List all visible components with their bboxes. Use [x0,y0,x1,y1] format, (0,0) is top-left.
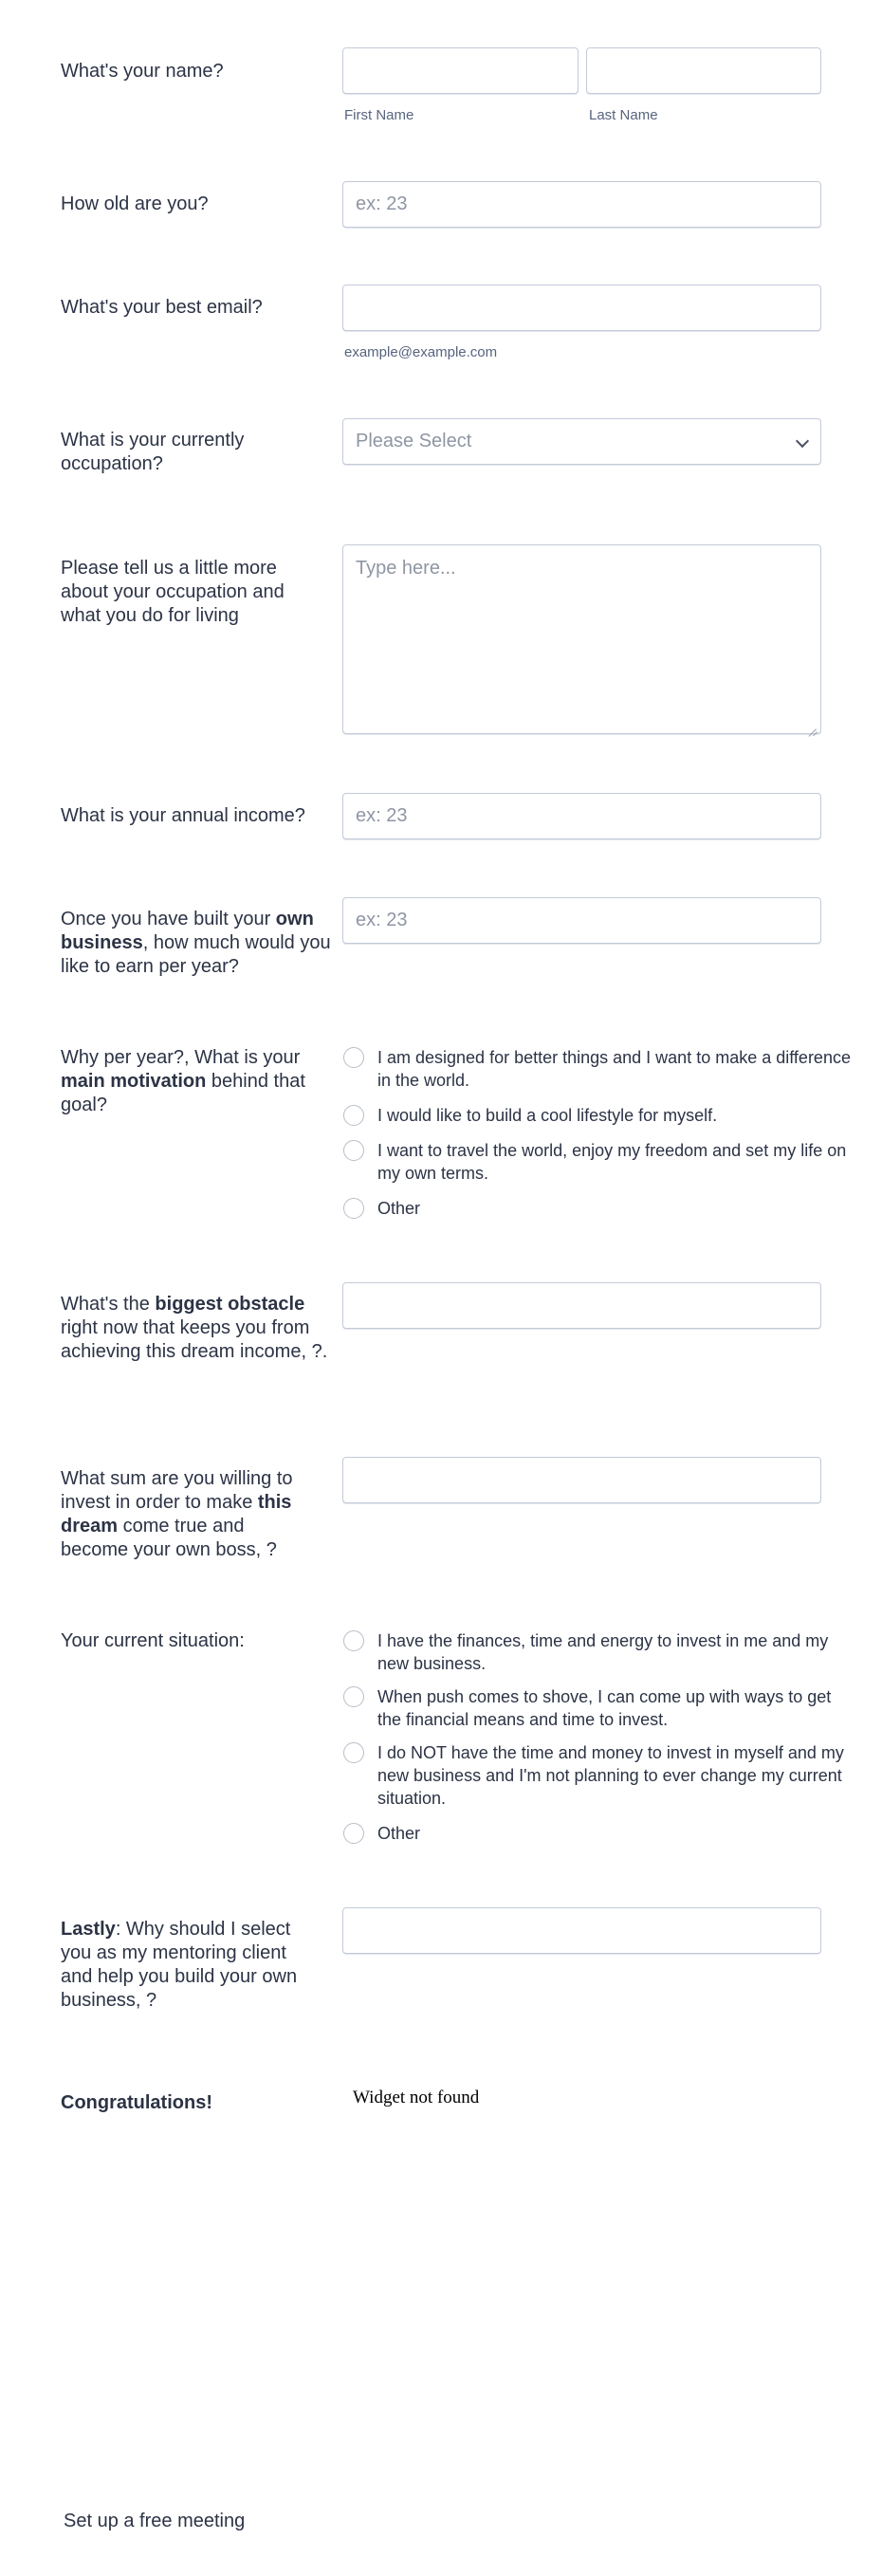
occupation-label: What is your currently occupation? [61,430,245,474]
email-label: What's your best email? [61,297,263,318]
investment-input[interactable] [342,1457,821,1503]
option-label[interactable]: I have the finances, time and energy to invest in me and my new business. [377,1631,829,1673]
radio-button[interactable] [343,1105,364,1126]
option-label[interactable]: Other [377,1199,421,1218]
occupation-details-placeholder: Type here... [356,558,456,579]
widget-not-found-text: Widget not found [353,2088,480,2107]
option-label[interactable]: Other [377,1824,421,1843]
lastly-input[interactable] [342,1907,821,1954]
radio-button[interactable] [343,1686,364,1707]
last-name-input[interactable] [586,47,821,94]
situation-label: Your current situation: [61,1630,245,1651]
occupation-details-label: Please tell us a little more about your occupation and what you do for living [61,558,285,626]
option-label[interactable]: When push comes to shove, I can come up with ways to get the financial means and time to invest. [377,1687,832,1729]
radio-button[interactable] [343,1823,364,1844]
annual-income-placeholder: ex: 23 [356,805,408,826]
first-name-sublabel: First Name [344,107,414,123]
last-name-sublabel: Last Name [589,107,658,123]
age-input[interactable] [342,181,821,228]
annual-income-label: What is your annual income? [61,805,305,826]
option-label[interactable]: I do NOT have the time and money to invest in myself and my new business and I'm not planning to ever change my current situation. [377,1743,844,1808]
desired-earnings-input[interactable] [342,897,821,944]
email-input[interactable] [342,285,821,331]
motivation-label: Why per year?, What is your main motivation behind that goal? [61,1047,305,1115]
first-name-input[interactable] [342,47,579,94]
option-label[interactable]: I would like to build a cool lifestyle for myself. [377,1106,718,1125]
age-placeholder: ex: 23 [356,193,408,214]
radio-button[interactable] [343,1198,364,1219]
annual-income-input[interactable] [342,793,821,839]
radio-button[interactable] [343,1742,364,1763]
desired-earnings-placeholder: ex: 23 [356,910,408,930]
obstacle-label: What's the biggest obstacle right now that keeps you from achieving this dream income, ?. [61,1294,328,1362]
radio-button[interactable] [343,1140,364,1161]
lastly-label: Lastly: Why should I select you as my mentoring client and help you build your own business, ? [61,1919,298,2011]
email-sublabel: example@example.com [344,344,498,360]
occupation-select[interactable] [342,418,821,465]
obstacle-input[interactable] [342,1282,821,1329]
name-label: What's your name? [61,61,224,82]
desired-earnings-label: Once you have built your own business, how much would you like to earn per year? [61,909,331,977]
occupation-selected-value: Please Select [356,431,472,451]
chevron-down-icon [796,434,809,448]
occupation-details-textarea[interactable] [342,544,821,734]
option-label[interactable]: I am designed for better things and I want to make a difference in the world. [377,1048,851,1090]
age-label: How old are you? [61,193,209,214]
resize-handle-icon[interactable] [809,722,817,729]
congratulations-heading: Congratulations! [61,2092,212,2113]
setup-free-meeting-link[interactable]: Set up a free meeting [64,2511,246,2531]
radio-button[interactable] [343,1630,364,1651]
radio-button[interactable] [343,1047,364,1068]
option-label[interactable]: I want to travel the world, enjoy my freedom and set my life on my own terms. [377,1141,847,1183]
investment-label: What sum are you willing to invest in order to make this dream come true and become your own boss, ? [61,1468,293,1560]
